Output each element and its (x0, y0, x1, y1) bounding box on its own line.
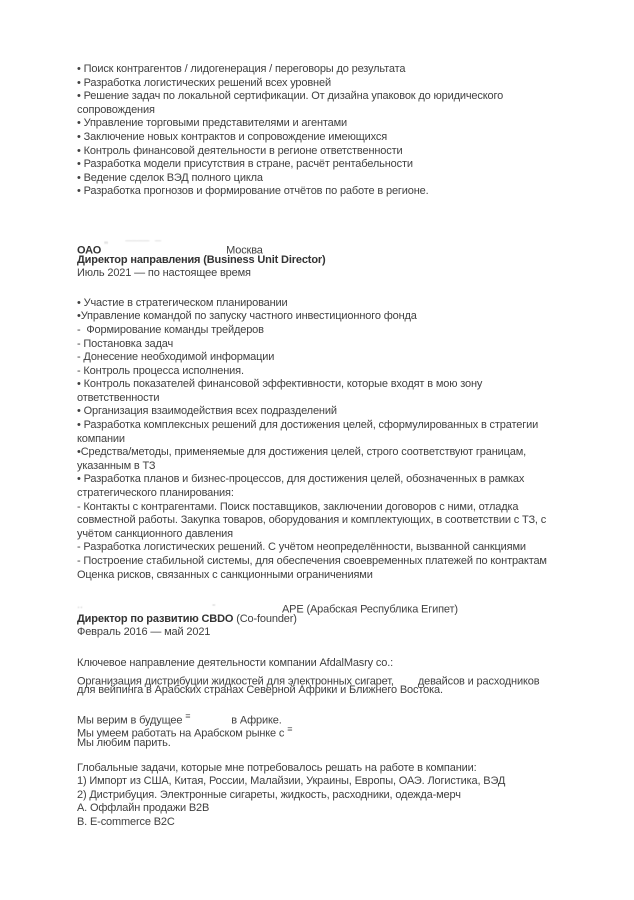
text-run: девайсов и расходников (417, 675, 540, 688)
text-run: • Ведение сделок ВЭД полного цикла (77, 171, 263, 184)
text-line (77, 297, 594, 311)
text-line (77, 324, 594, 338)
job2-values (77, 710, 594, 751)
text-run: - Формирование команды трейдеров (77, 323, 264, 336)
text-line (77, 310, 594, 324)
bold-text-run: Директор по развитию CBDO (77, 612, 237, 625)
text-line (77, 514, 594, 528)
experience-bullets-previous-role (77, 63, 594, 199)
text-line (77, 131, 594, 145)
text-line (77, 555, 594, 569)
job2-company-description (77, 657, 594, 698)
text-run: •Средства/методы, применяемые для достижения целей, строго соответствуют границам, (77, 446, 527, 459)
text-run: - Контакты с контрагентами. Поиск поставщиков, заключении договоров с ними, отладка (77, 500, 519, 513)
text-line (77, 145, 594, 159)
text-line (77, 365, 594, 379)
text-run: Оценка рисков, связанных с санкционными ограничениями (77, 568, 373, 581)
text-run: • Контроль показателей финансовой эффективности, которые входят в мою зону (77, 378, 483, 391)
text-line (77, 723, 594, 740)
text-line (77, 460, 594, 474)
text-line (77, 671, 594, 688)
text-line (77, 737, 594, 751)
text-line (77, 104, 594, 118)
text-run: - Контроль процесса исполнения. (77, 364, 244, 377)
text-run: стратегического планирования: (77, 487, 234, 500)
text-run: Июль 2021 — по настоящее время (77, 267, 251, 280)
text-line (77, 378, 594, 392)
text-line (77, 816, 594, 830)
text-run: указанным в ТЗ (77, 459, 156, 472)
job-period-line (77, 267, 594, 281)
job1-header (77, 240, 594, 281)
text-run: Ключевое направление деятельности компании AfdalMasry co.: (77, 656, 394, 669)
text-run: АРЕ (Арабская Республика Египет) (282, 603, 458, 616)
text-line (77, 789, 594, 803)
text-run: Мы умеем работать на Арабском рынке с (77, 727, 288, 740)
company-location-line (77, 599, 594, 616)
text-run: Февраль 2016 — май 2021 (77, 626, 211, 639)
job2-header (77, 599, 594, 640)
text-run: • Заключение новых контрактов и сопровождение имеющихся (77, 130, 388, 143)
text-run: • Разработка логистических решений всех уровней (77, 76, 331, 89)
text-line (77, 541, 594, 555)
text-line (77, 351, 594, 365)
text-line (77, 528, 594, 542)
text-run: В. E-commerce B2C (77, 815, 175, 828)
text-run: - Построение стабильной системы, для обеспечения своевременных платежей по контрактам (77, 555, 547, 567)
text-line (77, 419, 594, 433)
company-location-line (77, 239, 594, 257)
text-run: • Разработка планов и бизнес-процессов, для достижения целей, обозначенных в рамках (77, 473, 525, 486)
redacted-text: - (212, 599, 216, 612)
bold-text-run: Директор направления (Business Unit Director) (77, 253, 326, 266)
redacted-text: '' ¯¯¯¯ ¯ (104, 239, 161, 252)
text-run: • Организация взаимодействия всех подразделений (77, 405, 337, 418)
text-run: ответственности (77, 391, 160, 404)
text-line (77, 185, 594, 199)
job-period-line (77, 626, 594, 640)
text-run: • Участие в стратегическом планировании (77, 296, 288, 309)
text-run: 1) Импорт из США, Китая, России, Малайзии, Украины, Европы, ОАЭ. Логистика, ВЭД (77, 775, 506, 788)
text-line (77, 473, 594, 487)
text-line (77, 569, 594, 583)
text-run: • Управление торговыми представителями и агентами (77, 117, 348, 130)
text-line (77, 433, 594, 447)
text-run: компании (77, 432, 125, 445)
text-line (77, 63, 594, 77)
text-run: Глобальные задачи, которые мне потребовалось решать на работе в компании: (77, 761, 477, 774)
text-run: Москва (226, 244, 263, 257)
text-run: •Управление командой по запуску частного инвестиционного фонда (77, 310, 417, 323)
text-run: Мы любим парить. (77, 736, 171, 749)
text-run: - Разработка логистических решений. С учётом неопределённости, вызванной санкциями (77, 541, 526, 554)
redacted-text: ≡ (185, 710, 191, 721)
text-run: сопровождения (77, 103, 155, 116)
text-run: Мы верим в будущее (77, 714, 186, 727)
text-line (77, 501, 594, 515)
text-run: в Африке. (231, 714, 282, 727)
text-line (77, 172, 594, 186)
text-line (77, 802, 594, 816)
text-run: - Донесение необходимой информации (77, 351, 275, 364)
text-run: совместной работы. Закупка товаров, оборудования и комплектующих, в соответствии с ТЗ, с (77, 514, 547, 527)
text-run: - Постановка задач (77, 337, 174, 350)
text-line (77, 775, 594, 789)
text-run: • Разработка модели присутствия в стране, расчёт рентабельности (77, 158, 413, 171)
text-run: 2) Дистрибуция. Электронные сигареты, жидкость, расходники, одежда-мерч (77, 788, 461, 801)
text-run: Организация дистрибуции жидкостей для электронных сигарет, (77, 675, 394, 688)
text-line (77, 117, 594, 131)
text-run: • Поиск контрагентов / лидогенерация / переговоры до результата (77, 63, 406, 75)
text-run: • Контроль финансовой деятельности в регионе ответственности (77, 144, 403, 157)
text-line (77, 487, 594, 501)
text-line (77, 710, 594, 727)
job2-global-tasks (77, 762, 594, 830)
text-run: • Разработка комплексных решений для достижения целей, сформулированных в стратегии (77, 419, 539, 432)
text-run: учётом санкционного давления (77, 527, 233, 540)
job1-duties (77, 297, 594, 582)
text-line (77, 657, 594, 671)
text-run: • Разработка прогнозов и формирование отчётов по работе в регионе. (77, 185, 429, 198)
text-line (77, 392, 594, 406)
text-line (77, 158, 594, 172)
redacted-text (394, 671, 418, 685)
redacted-text: ≡ (287, 724, 293, 735)
text-run: А. Оффлайн продажи B2B (77, 802, 210, 815)
text-line (77, 446, 594, 460)
redacted-text: .. (77, 599, 83, 612)
text-line (77, 338, 594, 352)
bold-text-run: ОАО (77, 244, 105, 257)
text-line (77, 762, 594, 776)
text-run: • Решение задач по локальной сертификации. От дизайна упаковок до юридического (77, 90, 504, 103)
job-title-line (77, 254, 594, 268)
text-line (77, 77, 594, 91)
text-run: (Co-founder) (236, 612, 297, 625)
text-line (77, 90, 594, 104)
text-line (77, 405, 594, 419)
text-run: для вейпинга в Арабских странах Северной Африки и Ближнего Востока. (77, 684, 443, 697)
